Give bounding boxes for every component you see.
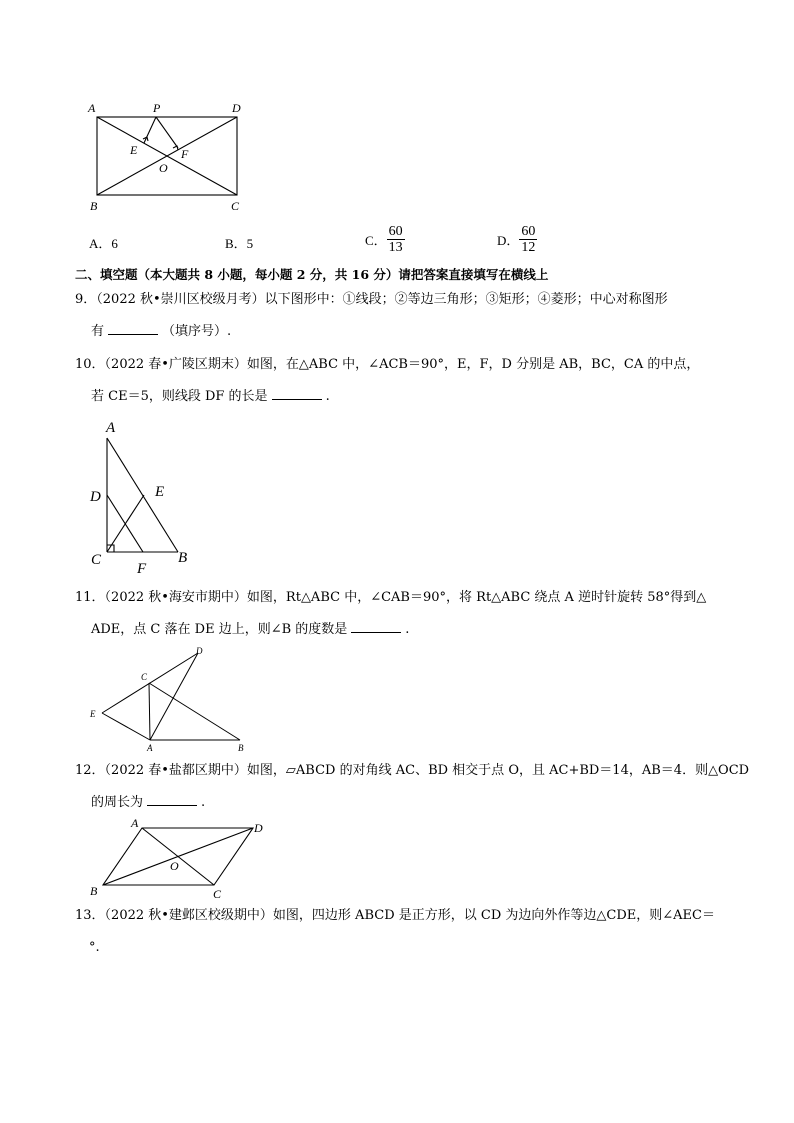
q10-line2-prefix: 若 CE＝5，则线段 DF 的长是 (91, 389, 268, 404)
figure-q12 (85, 812, 270, 902)
q12-answer-blank[interactable] (147, 793, 197, 806)
q10-line2 (91, 387, 330, 407)
label-C: C (91, 552, 102, 568)
label-C: C (213, 887, 222, 901)
option-c-num: 60 (388, 224, 403, 239)
option-d-num: 60 (521, 224, 536, 239)
label-D: D (196, 646, 203, 656)
q11-line2-suffix: . (405, 622, 410, 637)
q12-line2-suffix: . (201, 795, 206, 810)
label-C: C (141, 672, 148, 682)
label-E: E (130, 143, 138, 157)
q11-answer-blank[interactable] (351, 620, 401, 633)
q12-line1: 12．（2022 春•盐都区期中）如图，▱ABCD 的对角线 AC、BD 相交于点 O，且 AC+BD＝14，AB＝4．则△OCD (75, 763, 750, 778)
q9-line1: 9．（2022 秋•崇川区校级月考）以下图形中：①线段；②等边三角形；③矩形；④菱形；中心对称图形 (75, 292, 668, 307)
option-d-label: D． (497, 233, 520, 248)
q10-line1: 10．（2022 春•广陵区期末）如图，在△ABC 中，∠ACB＝90°，E，F，D 分别是 AB，BC，CA 的中点， (75, 357, 700, 372)
figure-q10 (85, 412, 200, 577)
label-B: B (90, 884, 98, 898)
figure-q11 (85, 644, 260, 756)
q9-line2-suffix: （填序号）. (162, 324, 232, 339)
label-A: A (131, 816, 139, 830)
q12-line2 (91, 793, 205, 813)
option-a-text: A．6 (89, 236, 118, 251)
q11-line2-prefix: ADE，点 C 落在 DE 边上，则∠B 的度数是 (91, 622, 348, 637)
label-B: B (178, 550, 188, 566)
label-O: O (159, 161, 168, 175)
q11-line2 (91, 620, 409, 640)
figure-q8 (85, 95, 255, 215)
label-B: B (90, 199, 98, 213)
option-b-text: B．5 (225, 236, 254, 251)
label-P: P (153, 101, 161, 115)
label-O: O (170, 859, 179, 873)
q10-line2-suffix: . (325, 389, 330, 404)
option-c-label: C． (365, 233, 387, 248)
label-B: B (238, 743, 244, 753)
label-A: A (147, 743, 153, 753)
option-a (89, 233, 118, 252)
option-b (225, 233, 253, 252)
label-D: D (254, 821, 263, 835)
q12-line2-prefix: 的周长为 (91, 795, 144, 810)
option-d-fraction (519, 224, 537, 255)
q13-line2: °. (89, 940, 100, 955)
label-D: D (232, 101, 241, 115)
option-d-den: 12 (521, 240, 536, 255)
q11-line1: 11．（2022 秋•海安市期中）如图，Rt△ABC 中，∠CAB＝90°，将 Rt△ABC 绕点 A 逆时针旋转 58°得到△ (75, 590, 707, 605)
section-heading: 二、填空题（本大题共 8 小题，每小题 2 分，共 16 分）请把答案直接填写在横线上 (75, 267, 549, 282)
label-A: A (88, 101, 96, 115)
label-E: E (90, 709, 96, 719)
q10-answer-blank[interactable] (272, 387, 322, 400)
label-A: A (106, 420, 116, 436)
q9-answer-blank[interactable] (108, 322, 158, 335)
label-E: E (155, 484, 165, 500)
label-F: F (181, 147, 189, 161)
option-d (497, 224, 537, 255)
option-c-den: 13 (388, 240, 403, 255)
q13-line1: 13．（2022 秋•建邺区校级期中）如图，四边形 ABCD 是正方形，以 CD 为边向外作等边△CDE，则∠AEC＝ (75, 908, 715, 923)
q9-line2-prefix: 有 (91, 324, 105, 339)
q9-line2 (91, 322, 231, 342)
label-D: D (90, 489, 101, 505)
label-C: C (231, 199, 240, 213)
label-F: F (137, 561, 147, 577)
option-c (365, 224, 405, 255)
option-c-fraction (387, 224, 405, 255)
